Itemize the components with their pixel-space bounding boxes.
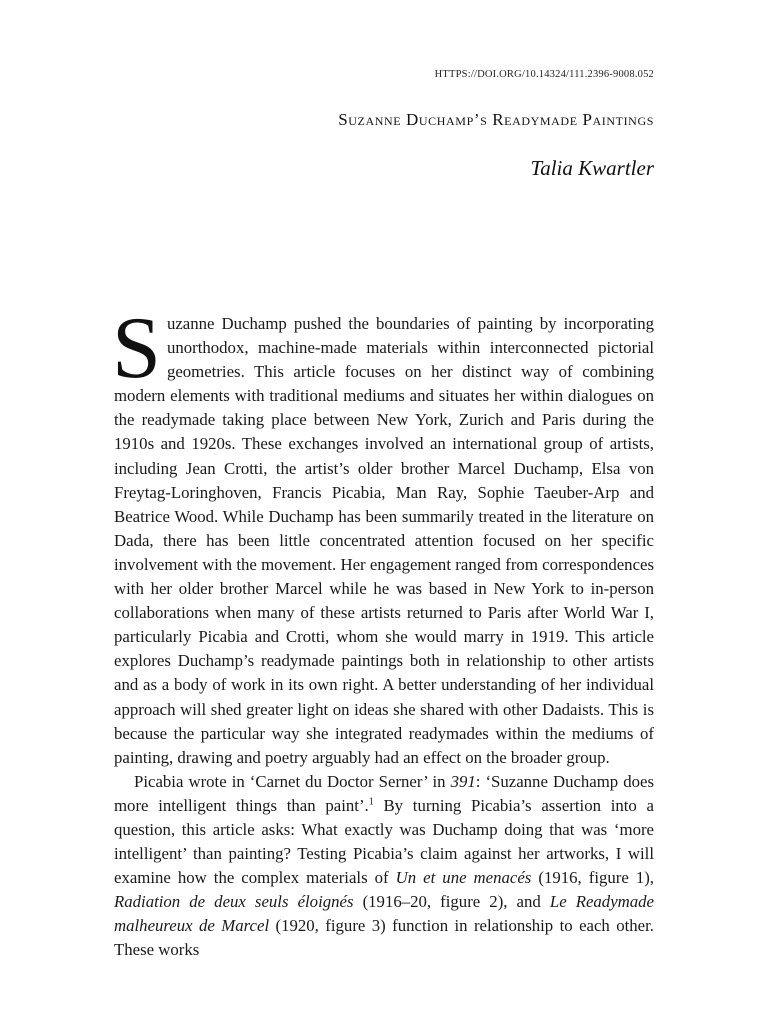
artwork-title: Radiation de deux seuls éloignés — [114, 892, 354, 912]
article-title: Suzanne Duchamp’s Readymade Paintings — [338, 110, 654, 129]
text-run: (1916–20, figure 2), and — [353, 892, 550, 912]
doi-link[interactable]: HTTPS://DOI.ORG/10.14324/111.2396-9008.052 — [434, 69, 654, 80]
text-run: By turning Picabia’s assertion into a question, this article asks: What exactly was Duchamp doing that was ‘more intelligent’ than painting? Testing Picabia’s claim against her artworks, I will examine how the complex materials of — [114, 795, 655, 888]
artwork-title: Un et une menacés — [395, 868, 532, 888]
text-run: : ‘Suzanne Duchamp does more intelligent things than paint’. — [114, 771, 655, 815]
article-body — [112, 300, 655, 963]
text-run: (1920, figure 3) function in relationship to each other. These works — [114, 916, 654, 960]
paragraph-1-text: uzanne Duchamp pushed the boundaries of painting by incorporating unorthodox, machine-made materials within interconnected pictorial geometries. This article focuses on her distinct way of combining modern elements with traditional mediums and situates her within dialogues on the readymade taking place between New York, Zurich and Paris during the 1910s and 1920s. These exchanges involved an international group of artists, including Jean Crotti, the artist’s older brother Marcel Duchamp, Elsa von Freytag-Loringhoven, Francis Picabia, Man Ray, Sophie Taeuber-Arp and Beatrice Wood. While Duchamp has been summarily treated in the literature on Dada, there has been little concentrated attention focused on her specific involvement with the movement. Her engagement ranged from correspondences with her older brother Marcel while he was based in New York to in-person collaborations when many of these artists returned to Paris after World War I, particularly Picabia and Crotti, whom she would marry in 1919. This article explores Duchamp’s readymade paintings both in relationship to other artists and as a body of work in its own right. A better understanding of her individual approach will shed greater light on ideas she shared with other Dadaists. This is because the particular way she integrated readymades within the mediums of painting, drawing and poetry arguably had an effect on the broader group. — [114, 314, 654, 767]
artwork-title: Le Readymade malheureux de Marcel — [114, 892, 654, 936]
author-name: Talia Kwartler — [530, 156, 654, 180]
journal-title: 391 — [450, 771, 476, 791]
text-run: Picabia wrote in ‘Carnet du Doctor Serner’ in — [134, 771, 451, 791]
footnote-marker[interactable]: 1 — [368, 796, 374, 808]
drop-cap: S — [112, 300, 161, 397]
paragraph-1 — [112, 300, 654, 770]
paragraph-2 — [114, 770, 654, 963]
text-run: (1916, figure 1), — [531, 868, 654, 888]
